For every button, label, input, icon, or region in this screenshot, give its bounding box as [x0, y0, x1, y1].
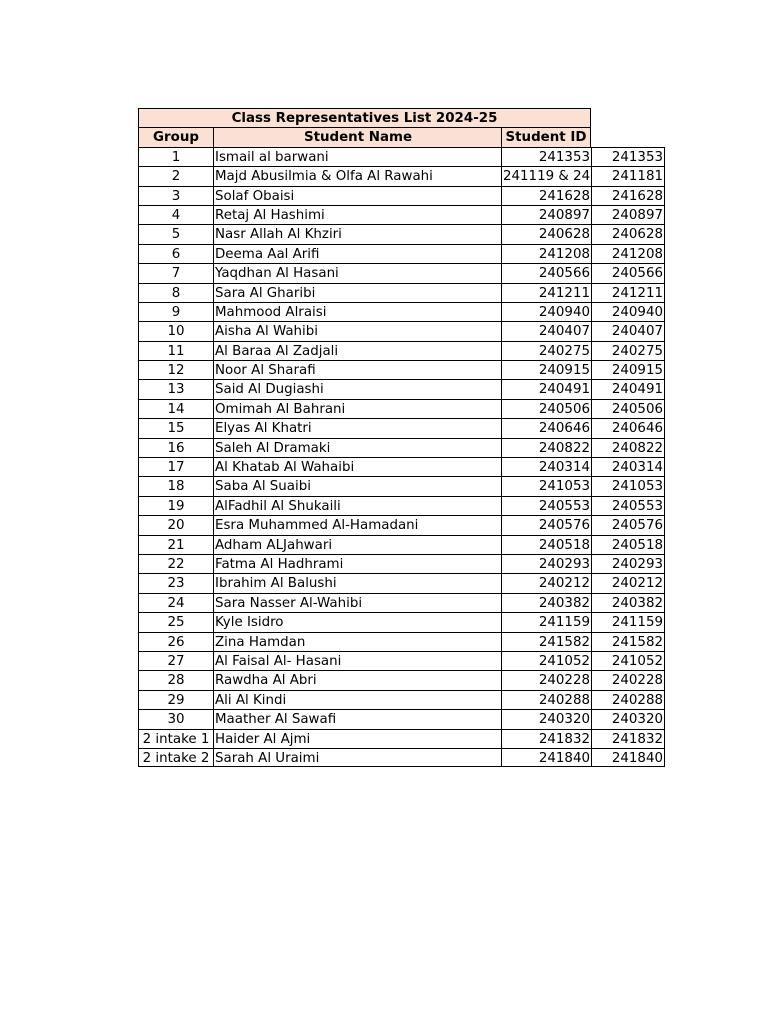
student-id-copy-cell: 240491: [591, 379, 665, 398]
student-id-copy-cell: 240915: [591, 360, 665, 379]
student-id-copy-cell: 241181: [591, 166, 665, 185]
table-row: [138, 205, 665, 224]
table-row: [138, 147, 665, 166]
student-id-cell: 241119 & 24: [501, 166, 591, 185]
table-row: [138, 360, 665, 379]
student-id-copy-cell: 240293: [591, 554, 665, 573]
table-header-row: [138, 127, 665, 146]
student-id-cell: 241211: [501, 283, 591, 302]
student-id-copy-cell: 240518: [591, 535, 665, 554]
group-cell: 11: [138, 341, 213, 360]
student-id-copy-cell: 241159: [591, 612, 665, 631]
student-id-cell: 240822: [501, 438, 591, 457]
table-row: [138, 573, 665, 592]
table-row: [138, 554, 665, 573]
student-name-cell: Deema Aal Arifi: [213, 244, 501, 263]
student-name-cell: Kyle Isidro: [213, 612, 501, 631]
table-title-row: [138, 108, 665, 127]
student-id-copy-cell: 240646: [591, 418, 665, 437]
student-name-cell: Majd Abusilmia & Olfa Al Rawahi: [213, 166, 501, 185]
table-body: [138, 147, 665, 768]
student-id-copy-cell: 240212: [591, 573, 665, 592]
table-row: [138, 321, 665, 340]
student-id-cell: 241628: [501, 186, 591, 205]
student-name-cell: Adham ALJahwari: [213, 535, 501, 554]
student-id-cell: 240518: [501, 535, 591, 554]
group-cell: 3: [138, 186, 213, 205]
table-row: [138, 748, 665, 767]
student-id-copy-cell: 240288: [591, 690, 665, 709]
group-cell: 13: [138, 379, 213, 398]
student-name-cell: Zina Hamdan: [213, 632, 501, 651]
table-row: [138, 496, 665, 515]
group-cell: 20: [138, 515, 213, 534]
group-cell: 17: [138, 457, 213, 476]
table-row: [138, 632, 665, 651]
student-id-cell: 240320: [501, 709, 591, 728]
group-cell: 16: [138, 438, 213, 457]
student-id-cell: 240314: [501, 457, 591, 476]
table-row: [138, 341, 665, 360]
student-id-cell: 240576: [501, 515, 591, 534]
student-id-copy-cell: 241353: [591, 147, 665, 166]
group-cell: 2: [138, 166, 213, 185]
table-row: [138, 651, 665, 670]
table-row: [138, 379, 665, 398]
student-name-cell: Elyas Al Khatri: [213, 418, 501, 437]
table-row: [138, 535, 665, 554]
student-id-cell: 240293: [501, 554, 591, 573]
student-name-cell: Al Khatab Al Wahaibi: [213, 457, 501, 476]
table-row: [138, 418, 665, 437]
student-id-cell: 240228: [501, 670, 591, 689]
student-id-cell: 240275: [501, 341, 591, 360]
table-row: [138, 399, 665, 418]
student-id-cell: 240382: [501, 593, 591, 612]
student-id-cell: 241832: [501, 729, 591, 748]
table-row: [138, 457, 665, 476]
group-cell: 7: [138, 263, 213, 282]
student-id-copy-cell: 240566: [591, 263, 665, 282]
student-id-copy-cell: 241208: [591, 244, 665, 263]
group-cell: 26: [138, 632, 213, 651]
student-id-copy-cell: 240228: [591, 670, 665, 689]
student-id-copy-cell: 240314: [591, 457, 665, 476]
student-id-copy-cell: 240628: [591, 224, 665, 243]
student-id-cell: 240897: [501, 205, 591, 224]
student-id-cell: 240288: [501, 690, 591, 709]
student-name-cell: Al Faisal Al- Hasani: [213, 651, 501, 670]
student-name-cell: Ibrahim Al Balushi: [213, 573, 501, 592]
group-cell: 28: [138, 670, 213, 689]
student-name-cell: Sara Al Gharibi: [213, 283, 501, 302]
student-name-cell: Haider Al Ajmi: [213, 729, 501, 748]
table-row: [138, 670, 665, 689]
student-name-cell: Omimah Al Bahrani: [213, 399, 501, 418]
group-cell: 12: [138, 360, 213, 379]
student-name-cell: Saba Al Suaibi: [213, 476, 501, 495]
student-id-cell: 241208: [501, 244, 591, 263]
student-name-cell: Ali Al Kindi: [213, 690, 501, 709]
student-name-cell: Saleh Al Dramaki: [213, 438, 501, 457]
group-cell: 2 intake 2: [138, 748, 213, 767]
table-row: [138, 593, 665, 612]
student-id-copy-cell: 240553: [591, 496, 665, 515]
student-id-cell: 241052: [501, 651, 591, 670]
student-id-copy-cell: 241053: [591, 476, 665, 495]
student-id-copy-cell: 240382: [591, 593, 665, 612]
table-row: [138, 709, 665, 728]
student-id-cell: 240407: [501, 321, 591, 340]
group-cell: 10: [138, 321, 213, 340]
group-cell: 9: [138, 302, 213, 321]
group-cell: 30: [138, 709, 213, 728]
group-cell: 23: [138, 573, 213, 592]
student-name-cell: Fatma Al Hadhrami: [213, 554, 501, 573]
student-id-copy-cell: 241832: [591, 729, 665, 748]
student-id-cell: 240566: [501, 263, 591, 282]
student-id-cell: 240491: [501, 379, 591, 398]
student-id-cell: 240628: [501, 224, 591, 243]
student-id-cell: 240212: [501, 573, 591, 592]
group-cell: 2 intake 1: [138, 729, 213, 748]
student-id-cell: 241353: [501, 147, 591, 166]
group-cell: 4: [138, 205, 213, 224]
student-id-copy-cell: 240320: [591, 709, 665, 728]
student-id-cell: 241159: [501, 612, 591, 631]
student-name-cell: Al Baraa Al Zadjali: [213, 341, 501, 360]
student-name-cell: Sara Nasser Al-Wahibi: [213, 593, 501, 612]
student-name-cell: Solaf Obaisi: [213, 186, 501, 205]
group-cell: 27: [138, 651, 213, 670]
student-name-cell: Rawdha Al Abri: [213, 670, 501, 689]
student-name-cell: Aisha Al Wahibi: [213, 321, 501, 340]
table-row: [138, 224, 665, 243]
student-id-cell: 240506: [501, 399, 591, 418]
table-row: [138, 690, 665, 709]
group-cell: 29: [138, 690, 213, 709]
group-cell: 1: [138, 147, 213, 166]
group-cell: 19: [138, 496, 213, 515]
student-name-cell: AlFadhil Al Shukaili: [213, 496, 501, 515]
student-name-cell: Ismail al barwani: [213, 147, 501, 166]
student-name-cell: Esra Muhammed Al-Hamadani: [213, 515, 501, 534]
student-id-cell: 240915: [501, 360, 591, 379]
group-cell: 24: [138, 593, 213, 612]
group-cell: 22: [138, 554, 213, 573]
student-name-cell: Mahmood Alraisi: [213, 302, 501, 321]
student-id-copy-cell: 241582: [591, 632, 665, 651]
student-name-cell: Said Al Dugiashi: [213, 379, 501, 398]
student-name-cell: Sarah Al Uraimi: [213, 748, 501, 767]
student-id-cell: 240553: [501, 496, 591, 515]
student-id-cell: 240940: [501, 302, 591, 321]
student-name-cell: Noor Al Sharafi: [213, 360, 501, 379]
class-representatives-table: [138, 108, 665, 767]
table-row: [138, 612, 665, 631]
student-id-cell: 240646: [501, 418, 591, 437]
table-row: [138, 263, 665, 282]
student-name-cell: Retaj Al Hashimi: [213, 205, 501, 224]
student-id-copy-cell: 241211: [591, 283, 665, 302]
header-student-name: Student Name: [213, 127, 501, 146]
group-cell: 18: [138, 476, 213, 495]
group-cell: 25: [138, 612, 213, 631]
table-row: [138, 283, 665, 302]
student-id-copy-cell: 240275: [591, 341, 665, 360]
header-student-id: Student ID: [501, 127, 591, 146]
group-cell: 15: [138, 418, 213, 437]
group-cell: 6: [138, 244, 213, 263]
student-id-copy-cell: 241052: [591, 651, 665, 670]
student-id-copy-cell: 241840: [591, 748, 665, 767]
student-id-copy-cell: 240940: [591, 302, 665, 321]
group-cell: 5: [138, 224, 213, 243]
table-row: [138, 438, 665, 457]
table-row: [138, 515, 665, 534]
student-name-cell: Maather Al Sawafi: [213, 709, 501, 728]
table-row: [138, 476, 665, 495]
student-name-cell: Nasr Allah Al Khziri: [213, 224, 501, 243]
table-title: Class Representatives List 2024-25: [138, 108, 591, 127]
group-cell: 21: [138, 535, 213, 554]
table-row: [138, 302, 665, 321]
group-cell: 14: [138, 399, 213, 418]
table-row: [138, 244, 665, 263]
table-row: [138, 166, 665, 185]
student-id-copy-cell: 240822: [591, 438, 665, 457]
student-name-cell: Yaqdhan Al Hasani: [213, 263, 501, 282]
student-id-copy-cell: 240407: [591, 321, 665, 340]
student-id-copy-cell: 240576: [591, 515, 665, 534]
student-id-cell: 241053: [501, 476, 591, 495]
group-cell: 8: [138, 283, 213, 302]
table-row: [138, 186, 665, 205]
student-id-cell: 241582: [501, 632, 591, 651]
header-group: Group: [138, 127, 213, 146]
student-id-copy-cell: 240897: [591, 205, 665, 224]
student-id-cell: 241840: [501, 748, 591, 767]
student-id-copy-cell: 240506: [591, 399, 665, 418]
table-row: [138, 729, 665, 748]
student-id-copy-cell: 241628: [591, 186, 665, 205]
